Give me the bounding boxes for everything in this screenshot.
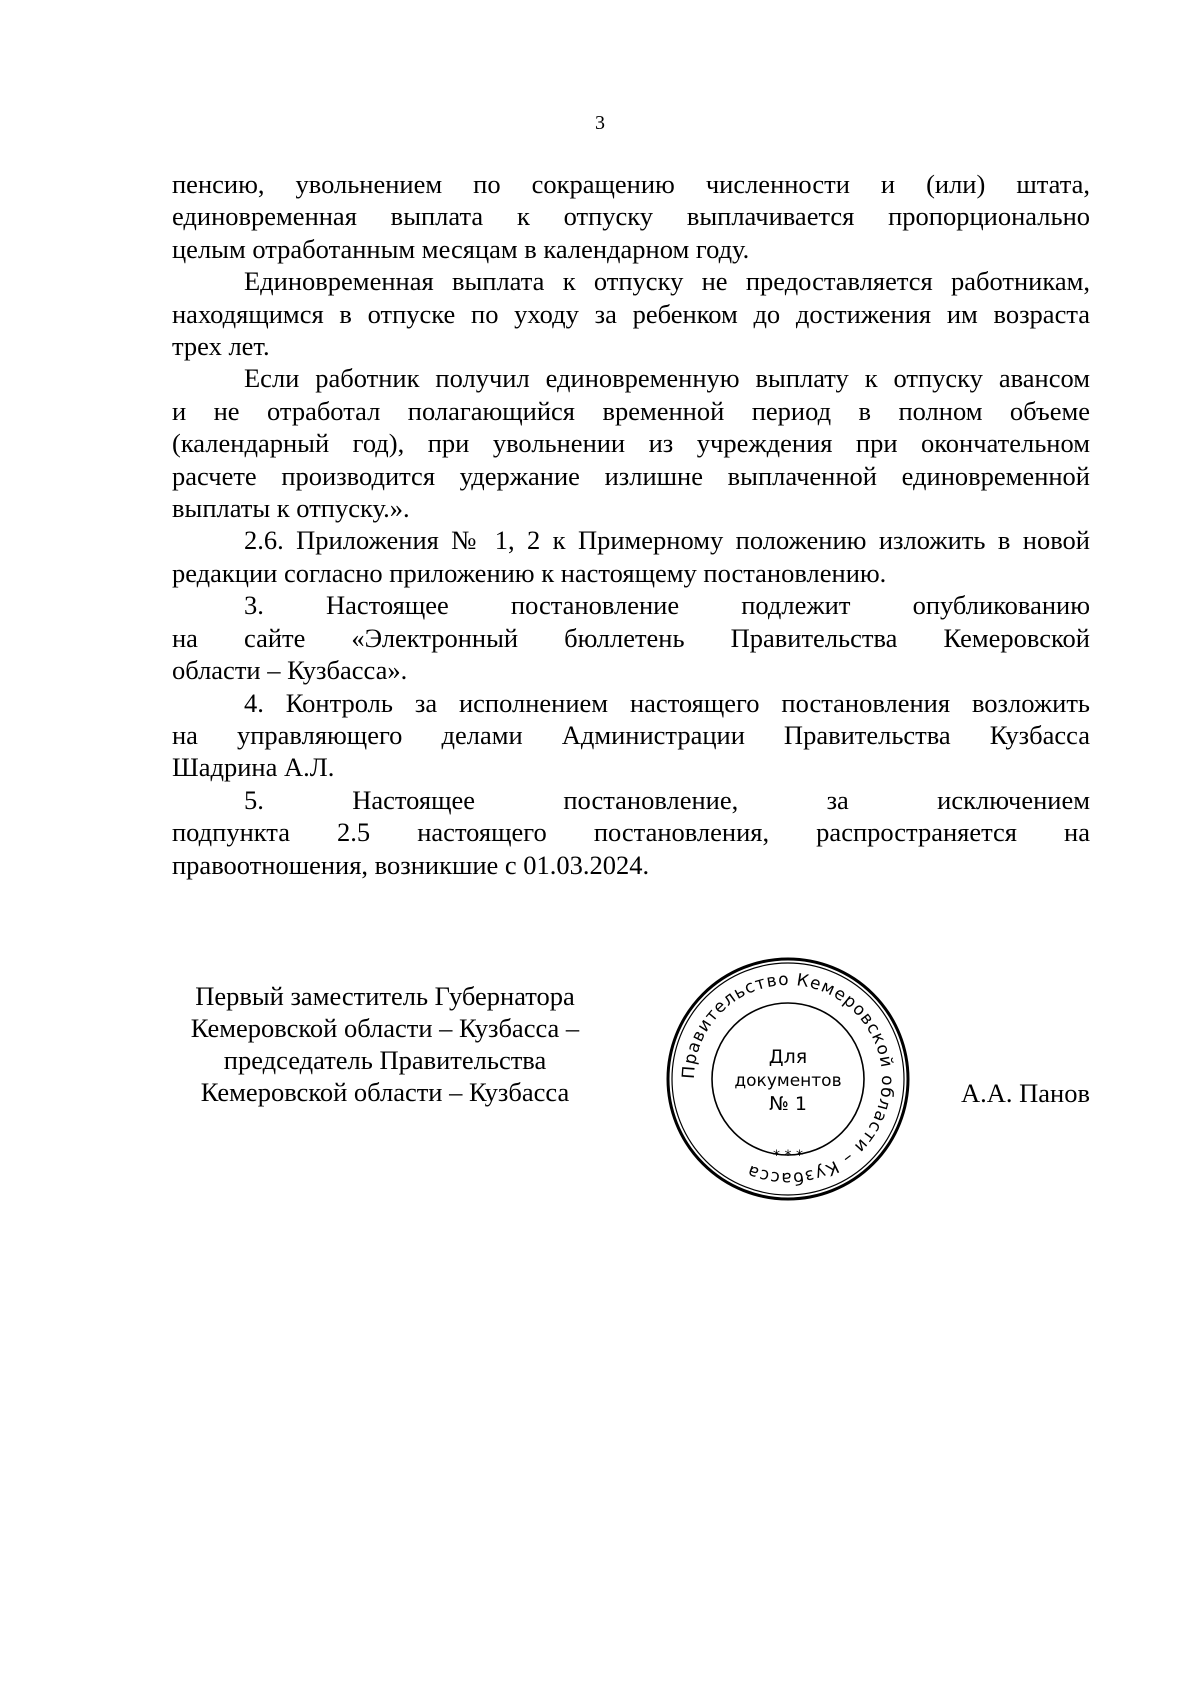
signer-name: А.А. Панов — [961, 1078, 1090, 1108]
stamp-center-line: № 1 — [769, 1093, 807, 1115]
text-line: правоотношения, возникшие с 01.03.2024. — [172, 849, 650, 880]
paragraph-2 — [172, 265, 1090, 362]
text-line: подпункта 2.5 настоящего постановления, распространяется на — [172, 817, 1090, 848]
text-line: единовременная выплата к отпуску выплачивается пропорционально — [172, 201, 1090, 232]
text-line: расчете производится удержание излишне выплаченной единовременной — [172, 460, 1090, 491]
document-body — [172, 168, 1090, 881]
stamp-ring-text: Правительство Кемеровской области – Кузбасса — [678, 969, 898, 1189]
text-line: целым отработанным месяцам в календарном году. — [172, 233, 750, 264]
text-line: Единовременная выплата к отпуску не предоставляется работникам, — [244, 266, 1090, 297]
text-line: пенсию, увольнением по сокращению численности и (или) штата, — [172, 169, 1090, 199]
text-line: трех лет. — [172, 331, 270, 362]
signer-position-line: Кемеровской области – Кузбасса — [200, 1077, 570, 1107]
text-line: 4. Контроль за исполнением настоящего постановления возложить — [244, 687, 1090, 718]
paragraph-4 — [172, 524, 1090, 589]
text-line: выплаты к отпуску.». — [172, 493, 410, 524]
official-stamp — [664, 955, 912, 1203]
stamp-center-line: документов — [734, 1071, 842, 1091]
signer-position-line: Первый заместитель Губернатора — [195, 981, 575, 1011]
text-line: Если работник получил единовременную выплату к отпуску авансом — [244, 363, 1090, 394]
text-line: 2.6. Приложения № 1, 2 к Примерному положению изложить в новой — [244, 525, 1090, 556]
paragraph-6 — [172, 687, 1090, 784]
text-line: 3. Настоящее постановление подлежит опубликованию — [244, 590, 1090, 621]
text-line: и не отработал полагающийся временной период в полном объеме — [172, 395, 1090, 426]
text-line: области – Кузбасса». — [172, 655, 408, 686]
signer-position-line: председатель Правительства — [223, 1045, 547, 1075]
text-line: Шадрина А.Л. — [172, 752, 335, 783]
stamp-center-line: Для — [768, 1046, 808, 1068]
paragraph-7 — [172, 784, 1090, 881]
text-line: (календарный год), при увольнении из учреждения при окончательном — [172, 428, 1090, 459]
text-line: 5. Настоящее постановление, за исключением — [244, 784, 1090, 815]
stamp-stars: * * * — [773, 1148, 803, 1164]
page-number: 3 — [595, 112, 605, 134]
text-line: на сайте «Электронный бюллетень Правительства Кемеровской — [172, 622, 1090, 653]
paragraph-3 — [172, 362, 1090, 524]
text-line: редакции согласно приложению к настоящему постановлению. — [172, 557, 887, 588]
signer-position-line: Кемеровской области – Кузбасса – — [190, 1013, 580, 1043]
paragraph-5 — [172, 589, 1090, 686]
text-line: на управляющего делами Администрации Правительства Кузбасса — [172, 719, 1090, 750]
signer-position — [160, 980, 610, 1108]
paragraph-1 — [172, 168, 1090, 265]
text-line: находящимся в отпуске по уходу за ребенком до достижения им возраста — [172, 298, 1090, 329]
